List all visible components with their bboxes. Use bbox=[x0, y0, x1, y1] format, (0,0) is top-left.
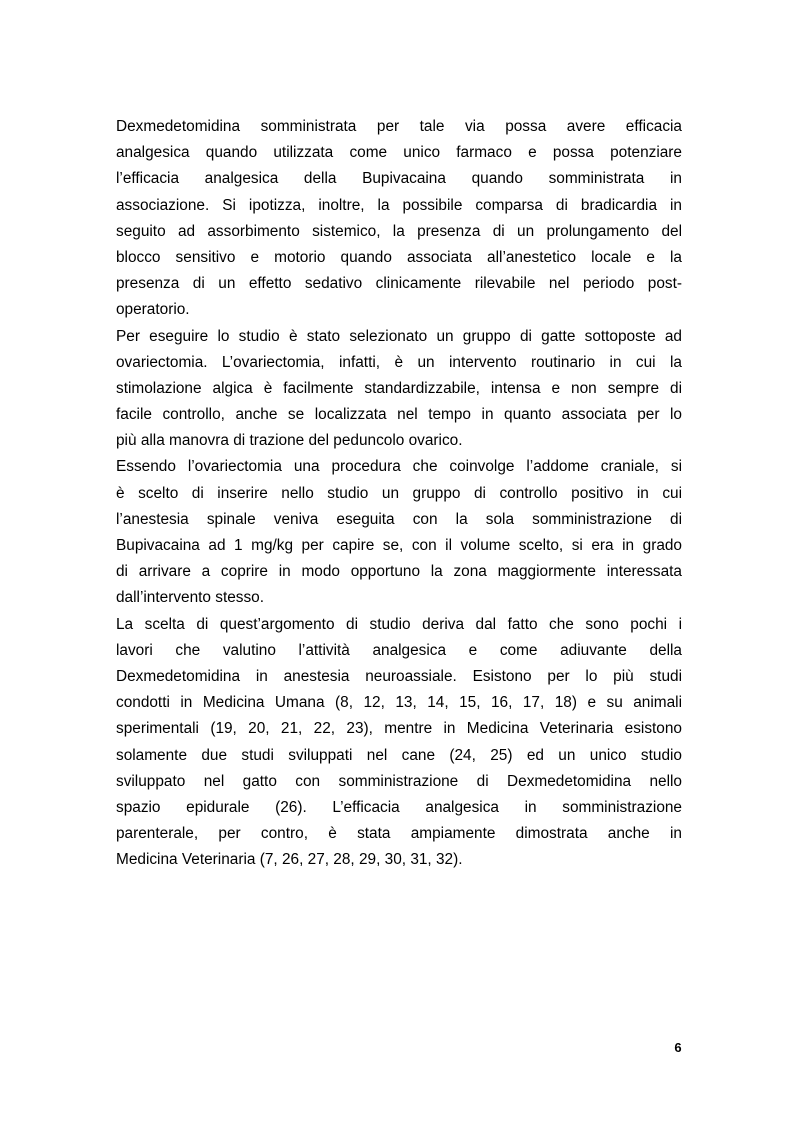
text-line: blocco sensitivo e motorio quando associata all’anestetico locale e la bbox=[116, 248, 682, 266]
page-number: 6 bbox=[674, 1040, 682, 1055]
text-line: lavori che valutino l’attività analgesica e come adiuvante della bbox=[116, 641, 682, 659]
text-line: l’efficacia analgesica della Bupivacaina quando somministrata in bbox=[116, 170, 682, 188]
text-line: dall’intervento stesso. bbox=[116, 589, 264, 607]
text-line: analgesica quando utilizzata come unico farmaco e possa potenziare bbox=[116, 144, 682, 162]
text-line: presenza di un effetto sedativo clinicamente rilevabile nel periodo post- bbox=[116, 275, 682, 293]
text-line: sviluppato nel gatto con somministrazione di Dexmedetomidina nello bbox=[116, 772, 682, 790]
text-line: La scelta di quest’argomento di studio deriva dal fatto che sono pochi i bbox=[116, 615, 682, 633]
text-line: stimolazione algica è facilmente standardizzabile, intensa e non sempre di bbox=[116, 379, 682, 397]
text-line: l’anestesia spinale veniva eseguita con la sola somministrazione di bbox=[116, 510, 682, 528]
text-line: condotti in Medicina Umana (8, 12, 13, 14, 15, 16, 17, 18) e su animali bbox=[116, 694, 682, 712]
text-line: Dexmedetomidina somministrata per tale via possa avere efficacia bbox=[116, 118, 682, 135]
text-line: è scelto di inserire nello studio un gruppo di controllo positivo in cui bbox=[116, 484, 682, 502]
text-line: di arrivare a coprire in modo opportuno la zona maggiormente interessata bbox=[116, 563, 682, 581]
text-line: operatorio. bbox=[116, 301, 190, 319]
text-line: Essendo l’ovariectomia una procedura che coinvolge l’addome craniale, si bbox=[116, 458, 682, 476]
text-line: più alla manovra di trazione del peduncolo ovarico. bbox=[116, 432, 463, 450]
text-line: associazione. Si ipotizza, inoltre, la possibile comparsa di bradicardia in bbox=[116, 196, 682, 214]
text-line: ovariectomia. L’ovariectomia, infatti, è un intervento routinario in cui la bbox=[116, 353, 682, 371]
text-line: Medicina Veterinaria (7, 26, 27, 28, 29, 30, 31, 32). bbox=[116, 851, 463, 869]
text-line: seguito ad assorbimento sistemico, la presenza di un prolungamento del bbox=[116, 222, 682, 240]
text-line: facile controllo, anche se localizzata nel tempo in quanto associata per lo bbox=[116, 406, 682, 424]
body-text bbox=[116, 114, 682, 873]
text-line: spazio epidurale (26). L’efficacia analgesica in somministrazione bbox=[116, 798, 682, 816]
text-line: solamente due studi sviluppati nel cane (24, 25) ed un unico studio bbox=[116, 746, 682, 764]
text-line: sperimentali (19, 20, 21, 22, 23), mentre in Medicina Veterinaria esistono bbox=[116, 720, 682, 738]
text-line: parenterale, per contro, è stata ampiamente dimostrata anche in bbox=[116, 825, 682, 843]
text-line: Bupivacaina ad 1 mg/kg per capire se, con il volume scelto, si era in grado bbox=[116, 537, 682, 554]
text-line: Dexmedetomidina in anestesia neuroassiale. Esistono per lo più studi bbox=[116, 667, 682, 685]
text-line: Per eseguire lo studio è stato selezionato un gruppo di gatte sottoposte ad bbox=[116, 327, 682, 345]
